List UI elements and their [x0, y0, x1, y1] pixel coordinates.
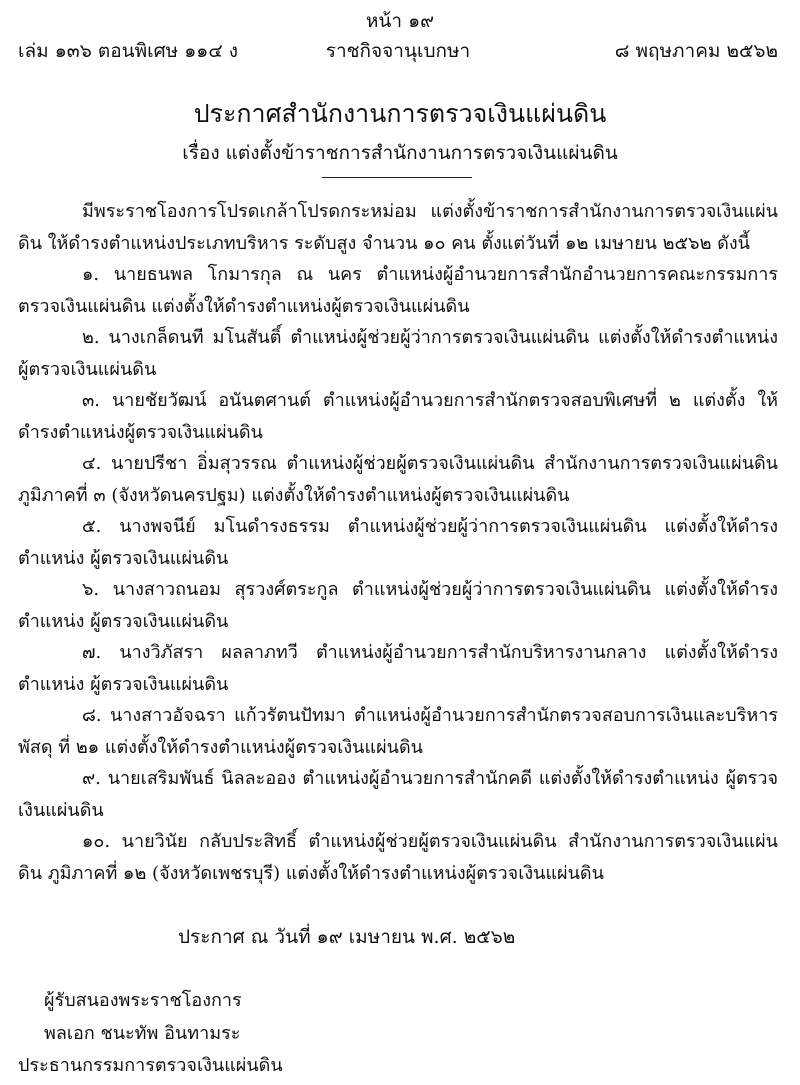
closing-date: ประกาศ ณ วันที่ ๑๙ เมษายน พ.ศ. ๒๕๖๒ [178, 926, 516, 948]
list-item: ๑๐. นายวินัย กลับประสิทธิ์ ตำแหน่งผู้ช่วยผู้ตรวจเงินแผ่นดิน สำนักงานการตรวจเงินแผ่นดิน ภูมิภาคที่ ๑๒ (จังหวัดเพชรบุรี) แต่งตั้งให้ดำรงตำแหน่งผู้ตรวจเงินแผ่นดิน [18, 831, 778, 884]
signature-countersign: ผู้รับสนองพระราชโองการ [44, 990, 242, 1011]
signatory-name: พลเอก ชนะทัพ อินทามระ [44, 1023, 241, 1044]
list-item: ๓. นายชัยวัฒน์ อนันตศานต์ ตำแหน่งผู้อำนวยการสำนักตรวจสอบพิเศษที่ ๒ แต่งตั้ง ให้ดำรงตำแหน่งผู้ตรวจเงินแผ่นดิน [18, 390, 778, 443]
title-divider [322, 177, 472, 178]
list-item: ๕. นางพจนีย์ มโนดำรงธรรม ตำแหน่งผู้ช่วยผู้ว่าการตรวจเงินแผ่นดิน แต่งตั้งให้ดำรงตำแหน่ง ผู้ตรวจเงินแผ่นดิน [18, 516, 778, 569]
list-item: ๗. นางวิภัสรา ผลลาภทวี ตำแหน่งผู้อำนวยการสำนักบริหารงานกลาง แต่งตั้งให้ดำรงตำแหน่ง ผู้ตรวจเงินแผ่นดิน [18, 642, 778, 695]
list-item: ๔. นายปรีชา อิ่มสุวรรณ ตำแหน่งผู้ช่วยผู้ตรวจเงินแผ่นดิน สำนักงานการตรวจเงินแผ่นดิน ภูมิภาคที่ ๓ (จังหวัดนครปฐม) แต่งตั้งให้ดำรงตำแหน่งผู้ตรวจเงินแผ่นดิน [18, 453, 778, 506]
list-item: ๒. นางเกล็ดนที มโนสันติ์ ตำแหน่งผู้ช่วยผู้ว่าการตรวจเงินแผ่นดิน แต่งตั้งให้ดำรงตำแหน่ง ผู้ตรวจเงินแผ่นดิน [18, 327, 778, 380]
list-item: ๑. นายธนพล โกมารกุล ณ นคร ตำแหน่งผู้อำนวยการสำนักอำนวยการคณะกรรมการ ตรวจเงินแผ่นดิน แต่งตั้งให้ดำรงตำแหน่งผู้ตรวจเงินแผ่นดิน [18, 264, 778, 317]
publication-name: ราชกิจจานุเบกษา [325, 40, 471, 62]
gazette-header [18, 36, 778, 64]
publication-date: ๘ พฤษภาคม ๒๕๖๒ [614, 40, 778, 62]
page-number: หน้า ๑๙ [365, 10, 435, 32]
announcement-subject: เรื่อง แต่งตั้งข้าราชการสำนักงานการตรวจเงินแผ่นดิน [182, 142, 618, 164]
list-item: ๘. นางสาวอัจฉรา แก้วรัตนปัทมา ตำแหน่งผู้อำนวยการสำนักตรวจสอบการเงินและบริหารพัสดุ ที่ ๒๑ แต่งตั้งให้ดำรงตำแหน่งผู้ตรวจเงินแผ่นดิน [18, 705, 778, 758]
list-item: ๖. นางสาวถนอม สุรวงศ์ตระกูล ตำแหน่งผู้ช่วยผู้ว่าการตรวจเงินแผ่นดิน แต่งตั้งให้ดำรงตำแหน่ง ผู้ตรวจเงินแผ่นดิน [18, 579, 778, 632]
announcement-title: ประกาศสำนักงานการตรวจเงินแผ่นดิน [193, 99, 607, 128]
volume-info: เล่ม ๑๓๖ ตอนพิเศษ ๑๑๔ ง [18, 40, 239, 62]
announcement-body [18, 196, 778, 889]
signatory-position: ประธานกรรมการตรวจเงินแผ่นดิน [18, 1055, 283, 1076]
list-item: ๙. นายเสริมพันธ์ นิลละออง ตำแหน่งผู้อำนวยการสำนักคดี แต่งตั้งให้ดำรงตำแหน่ง ผู้ตรวจเงินแผ่นดิน [18, 768, 778, 821]
intro-paragraph: มีพระราชโองการโปรดเกล้าโปรดกระหม่อม แต่งตั้งข้าราชการสำนักงานการตรวจเงินแผ่นดิน ให้ดำรงตำแหน่งประเภทบริหาร ระดับสูง จำนวน ๑๐ คน ตั้งแต่วันที่ ๑๒ เมษายน ๒๕๖๒ ดังนี้ [18, 201, 778, 254]
